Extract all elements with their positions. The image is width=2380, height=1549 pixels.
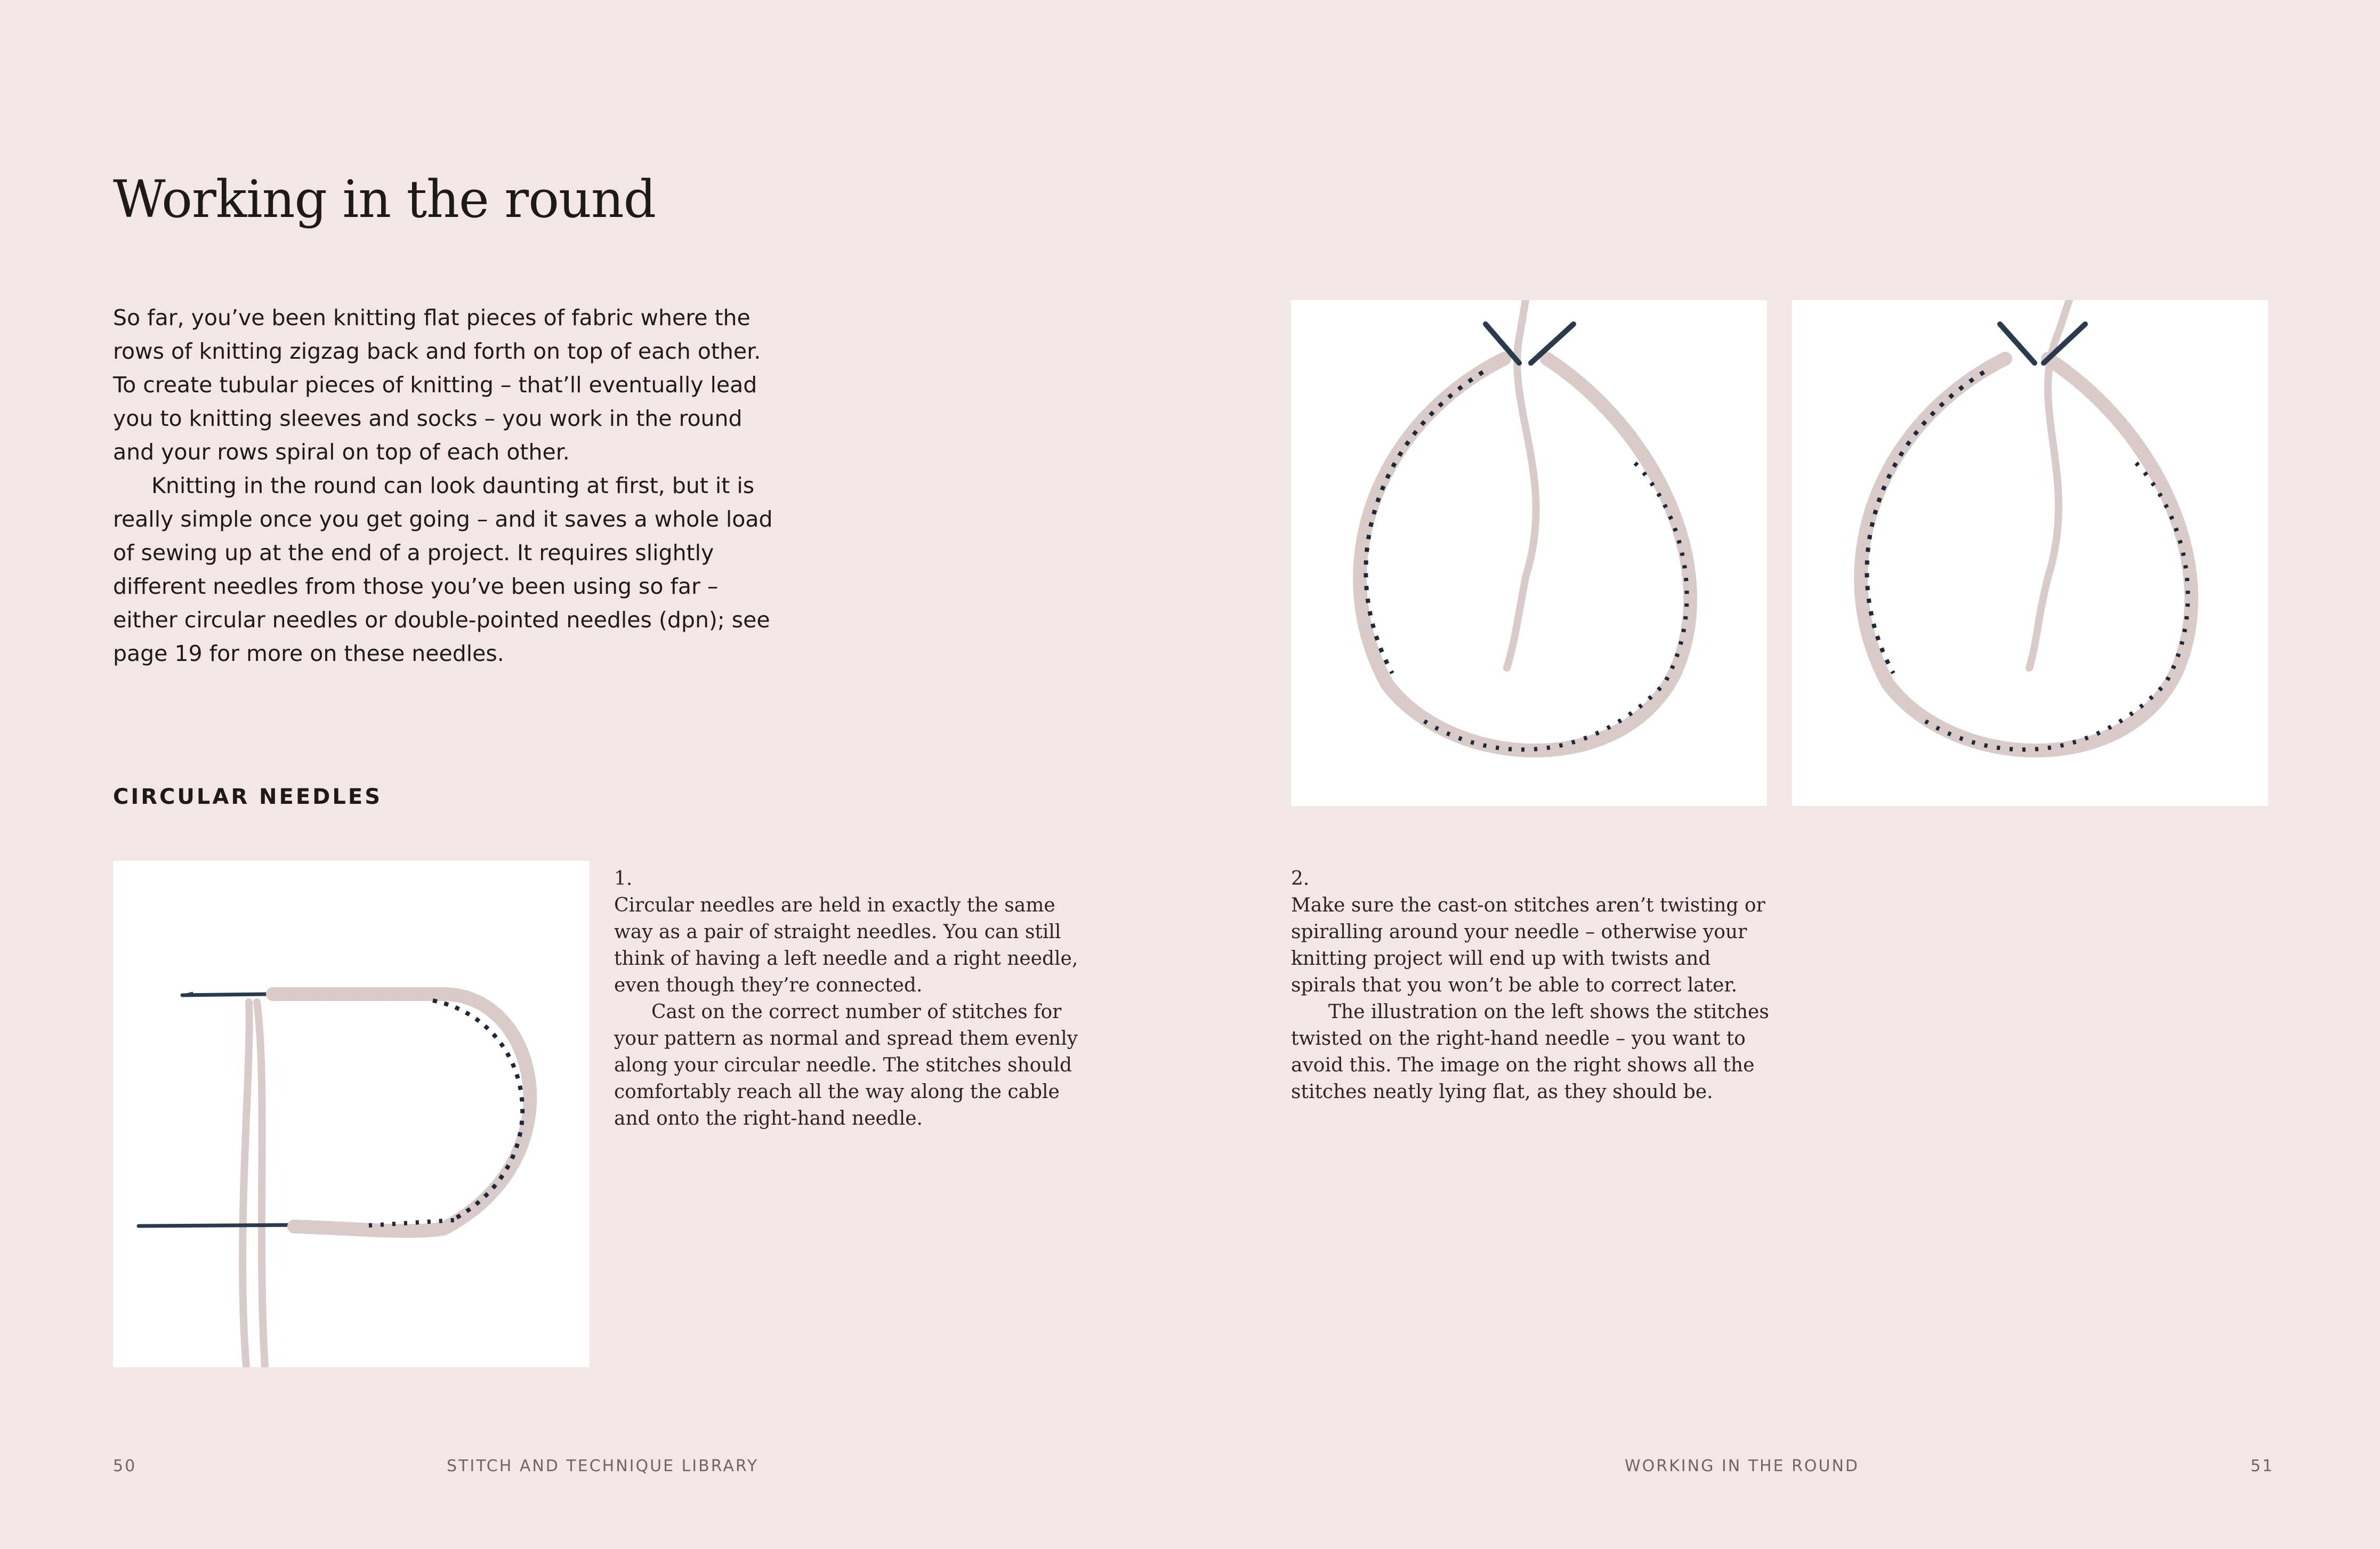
circular-needle-drawing — [113, 861, 590, 1367]
flat-stitches-illustration — [1792, 300, 2268, 806]
flat-stitches-drawing — [1792, 300, 2268, 806]
twisted-stitches-drawing — [1291, 300, 1767, 806]
step-1-number: 1. — [614, 868, 633, 890]
right-running-head: WORKING IN THE ROUND — [1625, 1457, 1860, 1475]
intro-paragraph-1: So far, you’ve been knitting flat pieces of fabric where the rows of knitting zigzag back and forth on top of each other. To create tubular pieces of knitting – that’ll eventually lead you to knitting sleeves and socks – you work in the round and your rows spiral on top of each other. — [113, 305, 761, 465]
twisted-stitches-illustration — [1291, 300, 1767, 806]
right-page-number: 51 — [2250, 1457, 2274, 1475]
left-page-number: 50 — [113, 1457, 137, 1475]
step-1-paragraph-1: Circular needles are held in exactly the same way as a pair of straight needles. You can still think of having a left needle and a right needle, even though they’re connected. — [614, 894, 1078, 996]
step-1-text — [614, 866, 1083, 1132]
left-running-head: STITCH AND TECHNIQUE LIBRARY — [447, 1457, 759, 1475]
page-title: Working in the round — [113, 170, 656, 229]
section-heading: CIRCULAR NEEDLES — [113, 785, 382, 809]
intro-paragraph-2: Knitting in the round can look daunting at first, but it is really simple once you get going – and it saves a whole load of sewing up at the end of a project. It requires slightly different needles from those you’ve been using so far – either circular needles or double-pointed needles (dpn); see page 19 for more on these needles. — [113, 473, 773, 666]
step-2-paragraph-1: Make sure the cast-on stitches aren’t twisting or spiralling around your needle – otherwise your knitting project will end up with twists and spirals that you won’t be able to correct later. — [1291, 894, 1765, 996]
intro-text — [113, 301, 774, 671]
step-2-text — [1291, 866, 1771, 1106]
step-2-number: 2. — [1291, 868, 1310, 890]
step-2-paragraph-2: The illustration on the left shows the stitches twisted on the right-hand needle – you want to avoid this. The image on the right shows all the stitches neatly lying flat, as they should be. — [1291, 1001, 1769, 1103]
step-1-paragraph-2: Cast on the correct number of stitches for your pattern as normal and spread them evenly along your circular needle. The stitches should comfortably reach all the way along the cable and onto the right-hand needle. — [614, 1001, 1078, 1130]
circular-needle-illustration — [113, 861, 590, 1367]
